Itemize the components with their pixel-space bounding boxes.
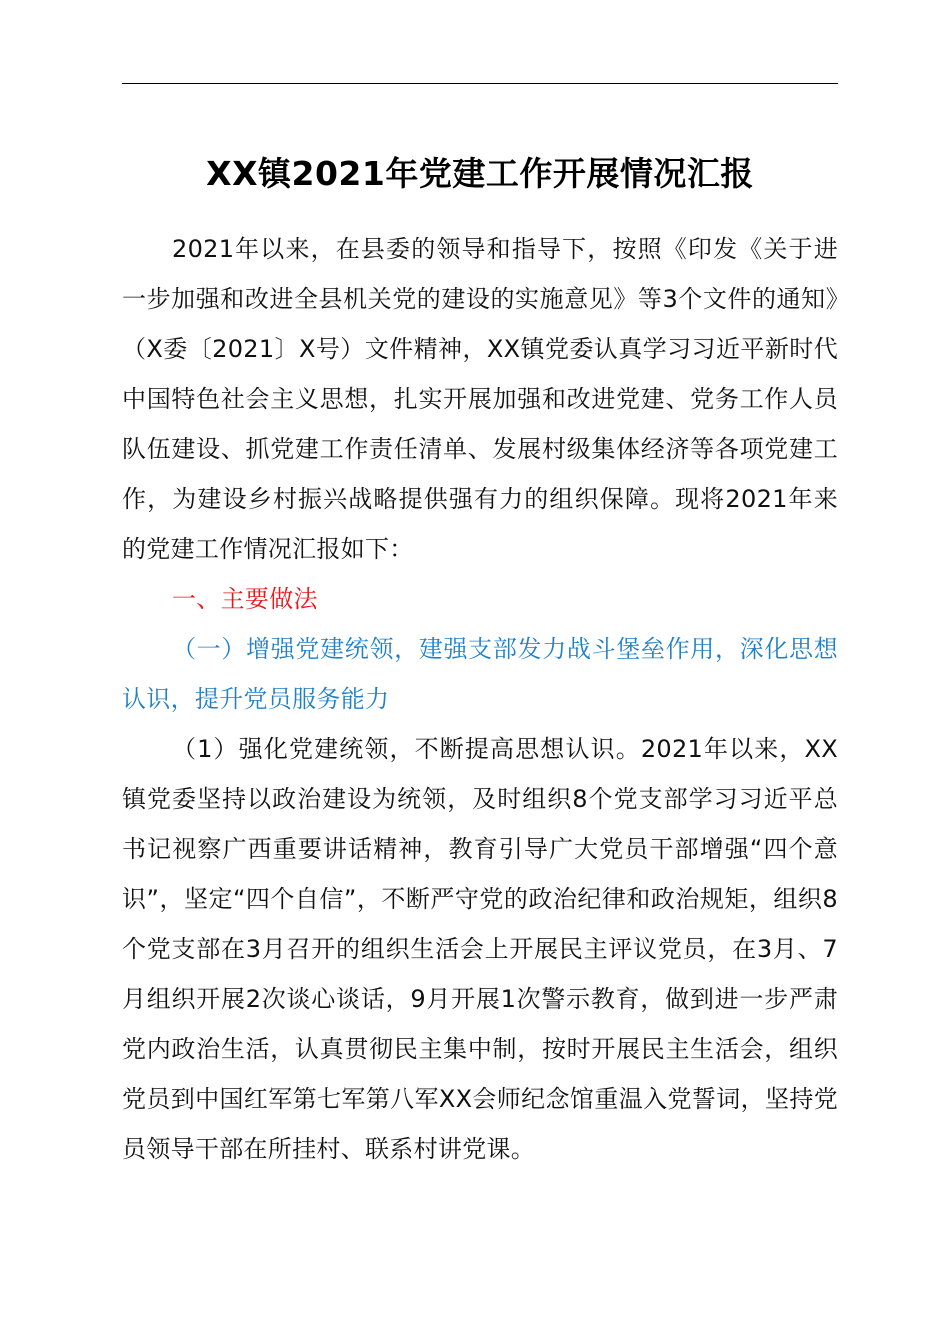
document-title: XX镇2021年党建工作开展情况汇报 [206, 154, 754, 193]
header-rule [122, 83, 838, 84]
document-body [122, 224, 838, 1174]
body-paragraph: （1）强化党建统领，不断提高思想认识。2021年以来，XX镇党委坚持以政治建设为统领，及时组织8个党支部学习习近平总书记视察广西重要讲话精神，教育引导广大党员干部增强“四个意识”，坚定“四个自信”，不断严守党的政治纪律和政治规矩，组织8个党支部在3月召开的组织生活会上开展民主评议党员，在3月、7月组织开展2次谈心谈话，9月开展1次警示教育，做到进一步严肃党内政治生活，认真贯彻民主集中制，按时开展民主生活会，组织党员到中国红军第七军第八军XX会师纪念馆重温入党誓词，坚持党员领导干部在所挂村、联系村讲党课。 [122, 735, 838, 1163]
section-heading: 一、主要做法 [172, 585, 318, 613]
subsection-heading: （一）增强党建统领，建强支部发力战斗堡垒作用，深化思想认识，提升党员服务能力 [122, 635, 838, 713]
intro-paragraph: 2021年以来，在县委的领导和指导下，按照《印发《关于进一步加强和改进全县机关党的建设的实施意见》等3个文件的通知》（X委〔2021〕X号）文件精神，XX镇党委认真学习习近平新时代中国特色社会主义思想，扎实开展加强和改进党建、党务工作人员队伍建设、抓党建工作责任清单、发展村级集体经济等各项党建工作，为建设乡村振兴战略提供强有力的组织保障。现将2021年来的党建工作情况汇报如下： [122, 235, 838, 563]
